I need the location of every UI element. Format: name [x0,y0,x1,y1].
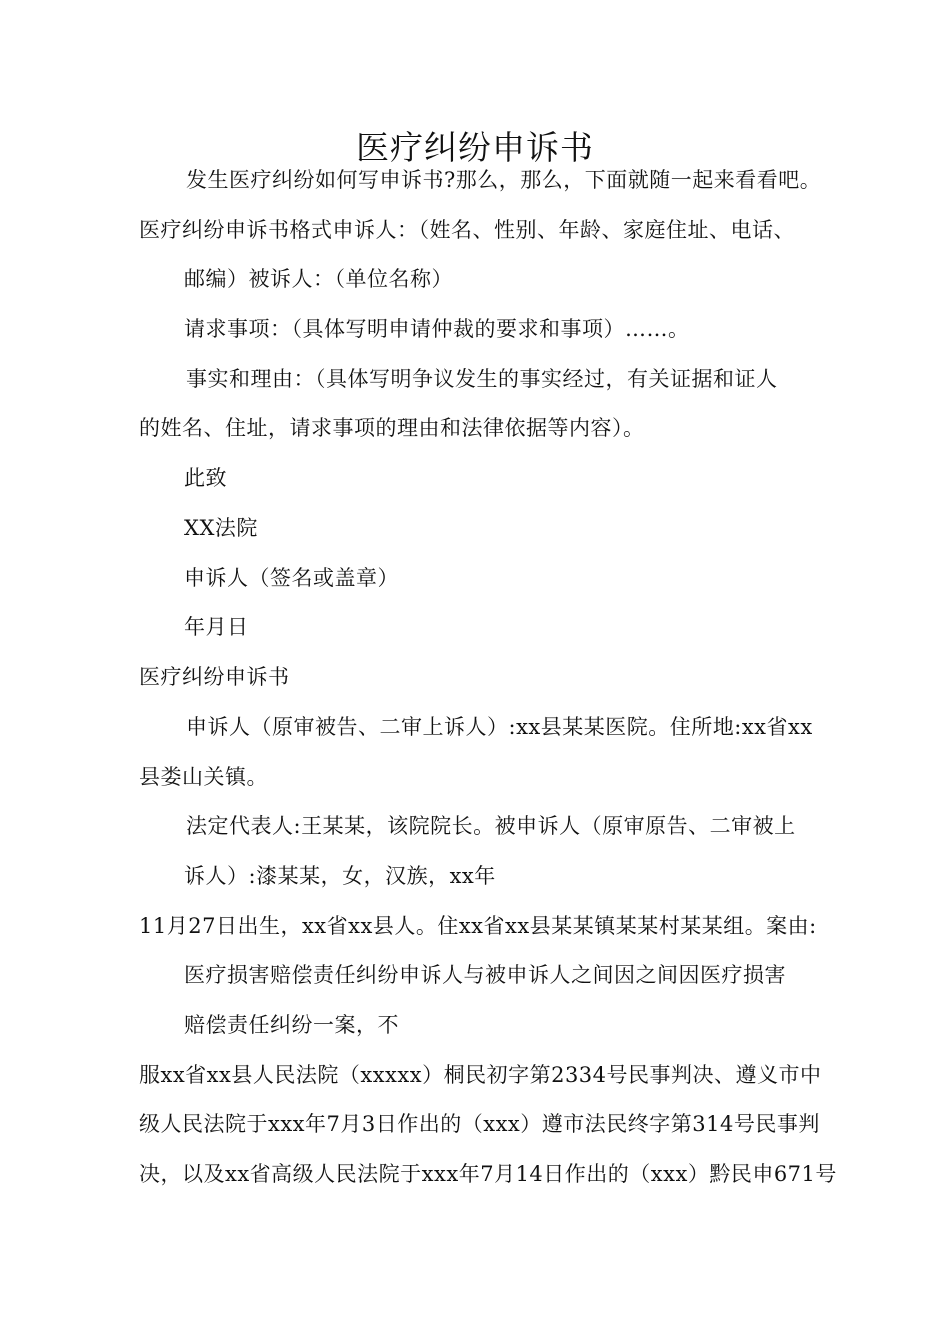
paragraph-line: 决，以及xx省高级人民法院于xxx年7月14日作出的（xxx）黔民申671号 [139,1162,837,1186]
paragraph-line: 的姓名、住址，请求事项的理由和法律依据等内容）。 [139,416,645,440]
paragraph-line: 诉人）:漆某某，女，汉族，xx年 [184,864,496,888]
document-title: 医疗纠纷申诉书 [356,128,594,168]
paragraph-line: 医疗纠纷申诉书格式申诉人：（姓名、性别、年龄、家庭住址、电话、 [139,218,795,242]
paragraph-line: XX法院 [184,516,258,540]
paragraph-line: 11月27日出生，xx省xx县人。住xx省xx县某某镇某某村某某组。案由: [139,914,817,938]
paragraph-line: 赔偿责任纠纷一案，不 [184,1013,399,1037]
section-heading: 医疗纠纷申诉书 [139,665,290,689]
paragraph-line: 医疗损害赔偿责任纠纷申诉人与被申诉人之间因之间因医疗损害 [184,963,786,987]
paragraph-line: 发生医疗纠纷如何写申诉书?那么，那么，下面就随一起来看看吧。 [186,168,822,192]
paragraph-line: 服xx省xx县人民法院（xxxxx）桐民初字第2334号民事判决、遵义市中 [139,1063,822,1087]
paragraph-line: 邮编）被诉人：（单位名称） [184,267,453,291]
paragraph-line: 年月日 [184,615,249,639]
paragraph-line: 申诉人（签名或盖章） [184,566,399,590]
paragraph-line: 申诉人（原审被告、二审上诉人）:xx县某某医院。住所地:xx省xx [186,715,813,739]
paragraph-line: 级人民法院于xxx年7月3日作出的（xxx）遵市法民终字第314号民事判 [139,1112,820,1136]
paragraph-line: 县娄山关镇。 [139,765,268,789]
paragraph-line: 此致 [184,466,227,490]
paragraph-line: 法定代表人:王某某，该院院长。被申诉人（原审原告、二审被上 [186,814,796,838]
paragraph-line: 请求事项：（具体写明申请仲裁的要求和事项）……。 [184,317,690,341]
paragraph-line: 事实和理由：（具体写明争议发生的事实经过，有关证据和证人 [186,367,778,391]
